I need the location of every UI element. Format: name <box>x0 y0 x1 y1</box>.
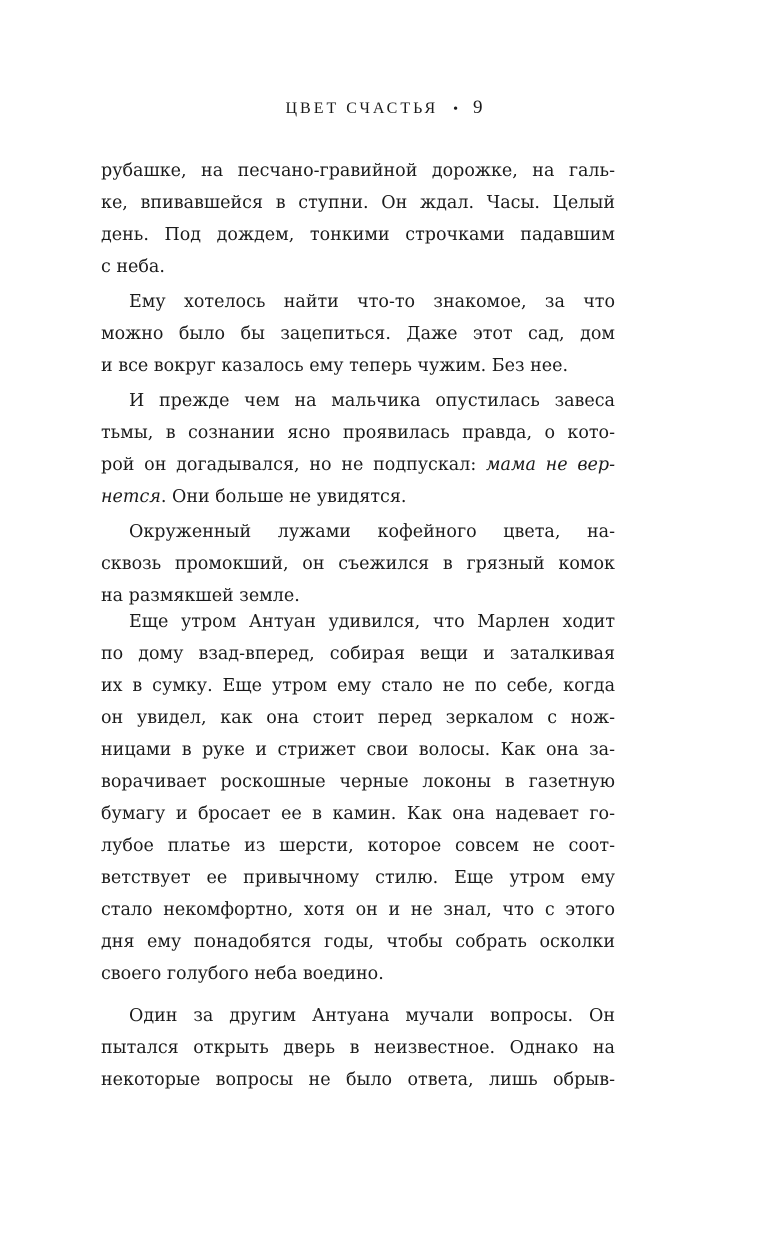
header-bullet: • <box>453 102 459 117</box>
book-title: ЦВЕТ СЧАСТЬЯ <box>285 100 439 117</box>
text-line: их в сумку. Еще утром ему стало не по себе, когда <box>101 676 615 696</box>
text-line: по дому взад-вперед, собирая вещи и заталкивая <box>101 644 615 664</box>
italic-run: мама не вер- <box>486 455 615 475</box>
text-line: и все вокруг казалось ему теперь чужим. Без нее. <box>101 356 569 376</box>
text-line: Окруженный лужами кофейного цвета, на- <box>129 522 615 542</box>
text-line: рубашке, на песчано-гравийной дорожке, на галь- <box>101 161 615 181</box>
text-line: лубое платье из шерсти, которое совсем не соот- <box>101 836 615 856</box>
text-line: своего голубого неба воедино. <box>101 964 384 984</box>
text-block-3 <box>101 1000 615 1096</box>
text-line: стало некомфортно, хотя он и не знал, что с этого <box>101 900 615 920</box>
text-line: с неба. <box>101 257 165 277</box>
text-run: рой он догадывался, но не подпускал: <box>101 455 487 475</box>
text-line: можно было бы зацепиться. Даже этот сад, дом <box>101 324 615 344</box>
text-line: тьмы, в сознании ясно проявилась правда, о кото- <box>101 423 615 443</box>
page-number: 9 <box>473 97 483 118</box>
text-line <box>101 449 615 481</box>
running-head <box>0 98 768 120</box>
text-run: . Они больше не увидятся. <box>160 487 407 507</box>
text-line: И прежде чем на мальчика опустилась завеса <box>129 391 615 411</box>
text-line: ке, впивавшейся в ступни. Он ждал. Часы. Целый <box>101 193 615 213</box>
text-block-2 <box>101 606 615 990</box>
text-line: пытался открыть дверь в неизвестное. Однако на <box>101 1038 615 1058</box>
text-line <box>101 481 615 513</box>
text-line: ницами в руке и стрижет свои волосы. Как она за- <box>101 740 615 760</box>
text-line: ветствует ее привычному стилю. Еще утром ему <box>101 868 615 888</box>
text-line: Ему хотелось найти что-то знакомое, за что <box>129 292 615 312</box>
text-line: день. Под дождем, тонкими строчками падавшим <box>101 225 615 245</box>
text-line: он увидел, как она стоит перед зеркалом с нож- <box>101 708 615 728</box>
text-line: дня ему понадобятся годы, чтобы собрать осколки <box>101 932 615 952</box>
text-line: сквозь промокший, он съежился в грязный комок <box>101 554 615 574</box>
text-line: Еще утром Антуан удивился, что Марлен ходит <box>129 612 615 632</box>
text-line: на размякшей земле. <box>101 586 300 606</box>
text-line: бумагу и бросает ее в камин. Как она надевает го- <box>101 804 615 824</box>
text-line: Один за другим Антуана мучали вопросы. Он <box>129 1006 615 1026</box>
italic-run: нется <box>101 487 161 507</box>
text-line: ворачивает роскошные черные локоны в газетную <box>101 772 615 792</box>
text-block-1 <box>101 155 615 612</box>
text-line: некоторые вопросы не было ответа, лишь обрыв- <box>101 1070 615 1090</box>
